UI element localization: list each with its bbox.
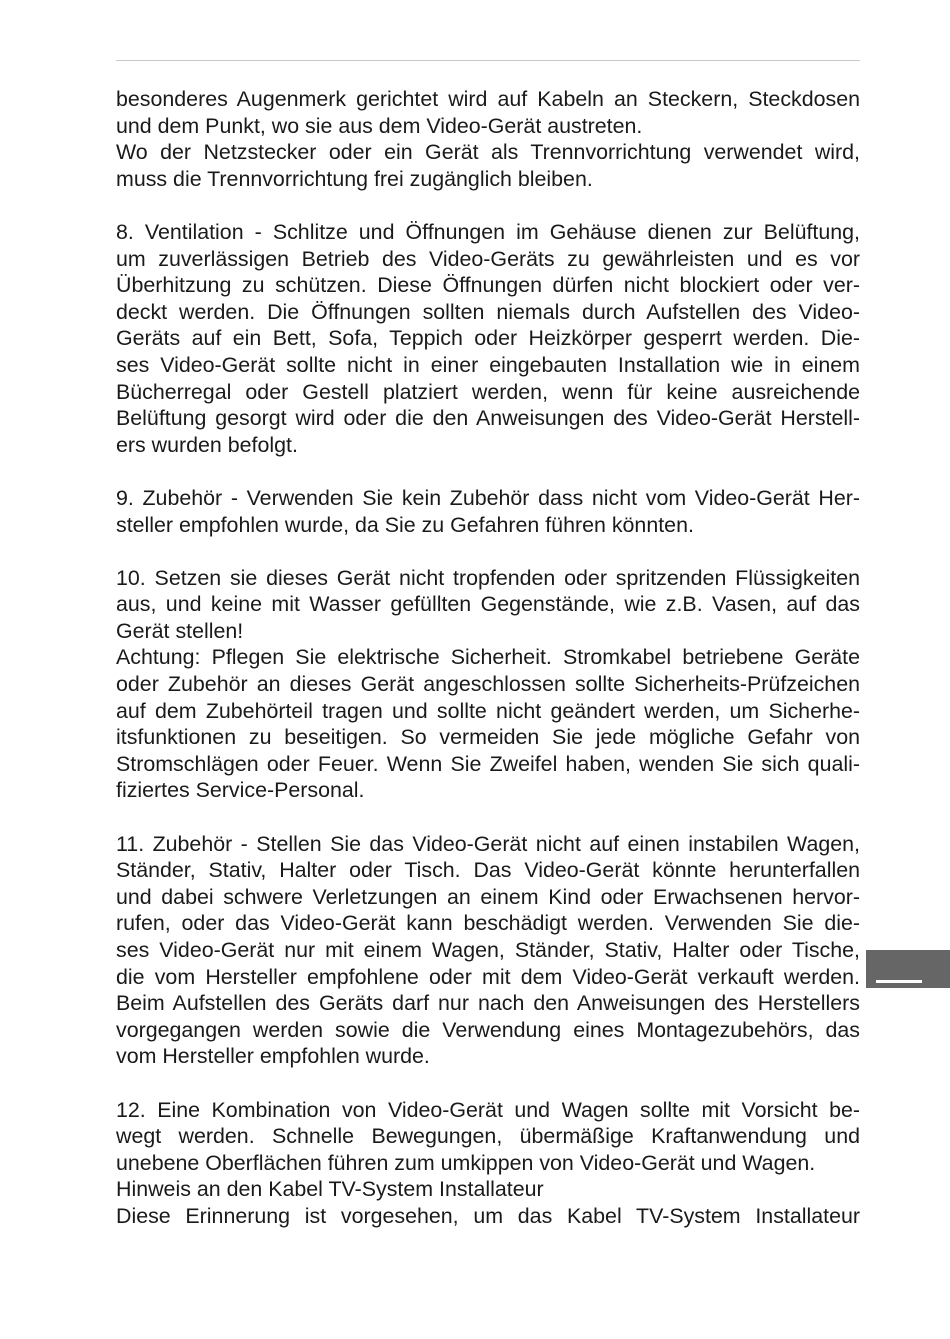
paragraph-gap (116, 804, 860, 831)
text-line: muss die Trennvorrichtung frei zugänglich bleiben. (116, 166, 593, 191)
text-line: aus, und keine mit Wasser gefüllten Gegenstände, wie z.B. Vasen, auf das (116, 592, 860, 617)
text-line: Diese Erinnerung ist vorgesehen, um das Kabel TV-System Installateur (116, 1203, 860, 1228)
text-line: ers wurden befolgt. (116, 432, 298, 457)
text-line: ses Video-Gerät nur mit einem Wagen, Ständer, Stativ, Halter oder Tische, (116, 938, 860, 962)
text-line: auf dem Zubehörteil tragen und sollte nicht geändert werden, um Sicherhe- (116, 698, 860, 723)
text-line: Belüftung gesorgt wird oder die den Anweisungen des Video-Gerät Herstell- (116, 406, 860, 431)
paragraph (116, 485, 860, 538)
text-line: Achtung: Pflegen Sie elektrische Sicherheit. Stromkabel betriebene Geräte (116, 645, 860, 670)
text-line: 8. Ventilation - Schlitze und Öffnungen im Gehäuse dienen zur Belüftung, (116, 219, 860, 244)
language-tab-underline (876, 980, 922, 983)
text-line: Gerät stellen! (116, 618, 244, 643)
text-line: Geräts auf ein Bett, Sofa, Teppich oder Heizkörper gesperrt werden. Die- (116, 326, 860, 351)
text-line: und dem Punkt, wo sie aus dem Video-Gerät austreten. (116, 113, 643, 138)
paragraph (116, 831, 860, 1070)
paragraph (116, 86, 860, 192)
paragraph-gap (116, 1070, 860, 1097)
text-line: unebene Oberflächen führen zum umkippen von Video-Gerät und Wagen. (116, 1150, 816, 1175)
document-body (116, 86, 860, 1230)
text-line: itsfunktionen zu beseitigen. So vermeiden Sie jede mögliche Gefahr von (116, 725, 860, 750)
paragraph-gap (116, 192, 860, 219)
text-line: ses Video-Gerät sollte nicht in einer eingebauten Installation wie in einem (116, 352, 860, 377)
text-line: Ständer, Stativ, Halter oder Tisch. Das Video-Gerät könnte herunterfallen (116, 858, 860, 883)
text-line: deckt werden. Die Öffnungen sollten niemals durch Aufstellen des Video- (116, 299, 860, 324)
text-line: oder Zubehör an dieses Gerät angeschlossen sollte Sicherheits-Prüfzeichen (116, 672, 860, 697)
paragraph (116, 1097, 860, 1230)
text-line: wegt werden. Schnelle Bewegungen, übermäßige Kraftanwendung und (116, 1124, 860, 1149)
text-line: Stromschlägen oder Feuer. Wenn Sie Zweifel haben, wenden Sie sich quali- (116, 751, 860, 776)
text-line: Beim Aufstellen des Geräts darf nur nach den Anweisungen des Herstellers (116, 991, 860, 1016)
text-line: rufen, oder das Video-Gerät kann beschädigt werden. Verwenden Sie die- (116, 911, 860, 936)
header-rule (116, 60, 860, 61)
text-line: fiziertes Service-Personal. (116, 778, 365, 803)
paragraph-gap (116, 538, 860, 565)
text-line: Hinweis an den Kabel TV-System Installateur (116, 1177, 544, 1202)
text-line: steller empfohlen wurde, da Sie zu Gefahren führen könnten. (116, 512, 694, 537)
text-line: und dabei schwere Verletzungen an einem Kind oder Erwachsenen hervor- (116, 884, 860, 909)
paragraph (116, 565, 860, 804)
text-line: um zuverlässigen Betrieb des Video-Geräts zu gewährleisten und es vor (116, 246, 860, 271)
paragraph (116, 219, 860, 458)
text-line: 12. Eine Kombination von Video-Gerät und Wagen sollte mit Vorsicht be- (116, 1097, 860, 1122)
text-line: besonderes Augenmerk gerichtet wird auf Kabeln an Steckern, Steckdosen (116, 87, 860, 111)
text-line: 10. Setzen sie dieses Gerät nicht tropfenden oder spritzenden Flüssigkeiten (116, 565, 860, 590)
text-line: 9. Zubehör - Verwenden Sie kein Zubehör dass nicht vom Video-Gerät Her- (116, 485, 860, 510)
text-line: 11. Zubehör - Stellen Sie das Video-Gerät nicht auf einen instabilen Wagen, (116, 831, 860, 856)
paragraph-gap (116, 458, 860, 485)
text-line: Bücherregal oder Gestell platziert werden, wenn für keine ausreichende (116, 379, 860, 404)
text-line: Überhitzung zu schützen. Diese Öffnungen dürfen nicht blockiert oder ver- (116, 273, 860, 298)
text-line: Wo der Netzstecker oder ein Gerät als Trennvorrichtung verwendet wird, (116, 140, 860, 165)
text-line: vorgegangen werden sowie die Verwendung eines Montagezubehörs, das (116, 1017, 860, 1042)
text-line: vom Hersteller empfohlen wurde. (116, 1044, 430, 1069)
text-line: die vom Hersteller empfohlene oder mit dem Video-Gerät verkauft werden. (116, 964, 860, 989)
